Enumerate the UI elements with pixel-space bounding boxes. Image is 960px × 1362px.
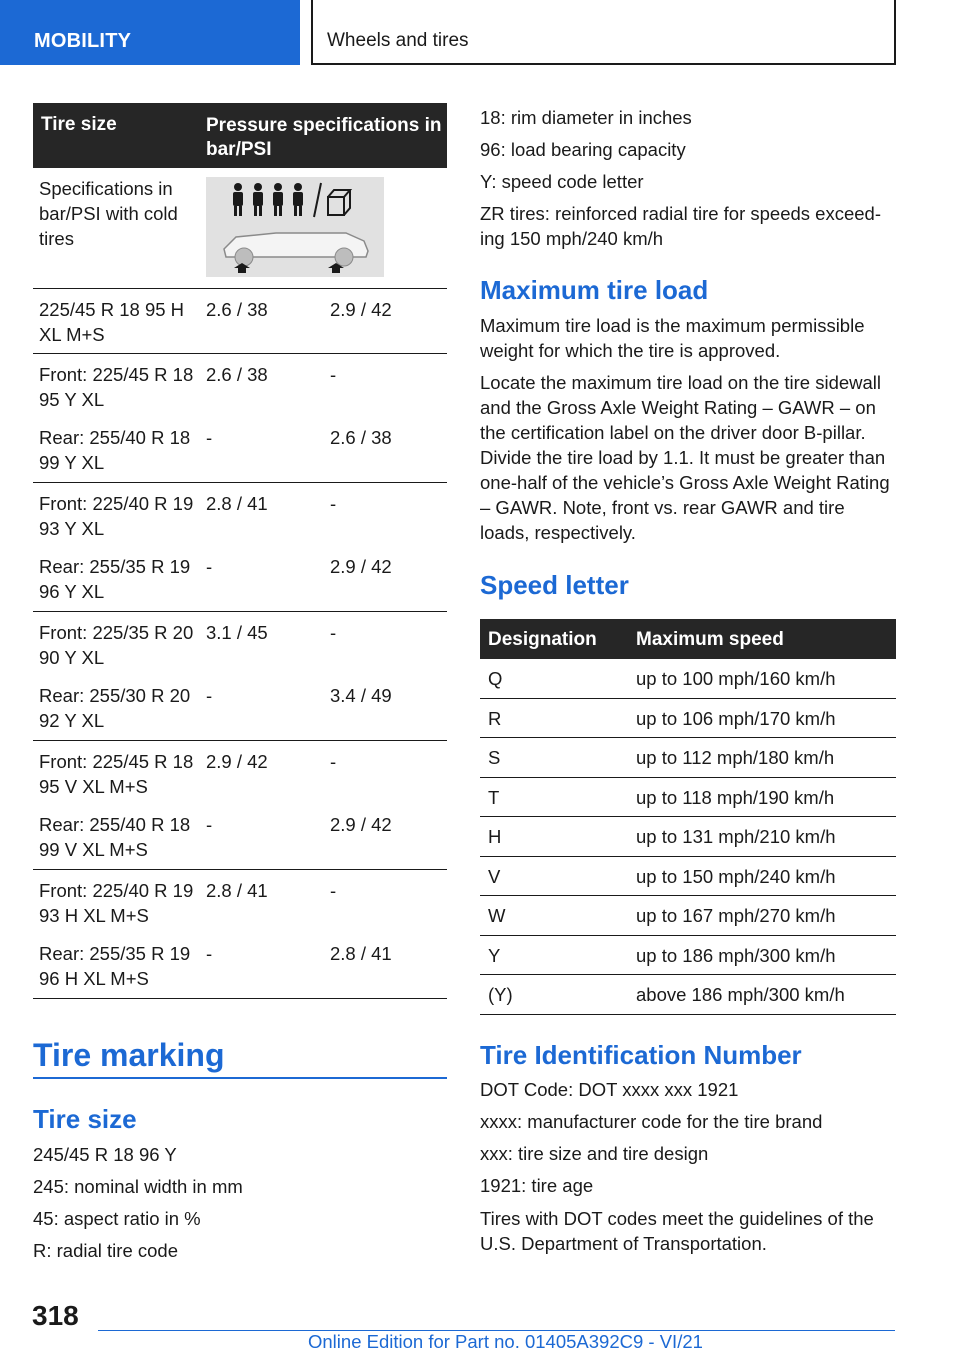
table-row: [33, 483, 447, 612]
table-row: [33, 612, 447, 741]
pressure-value: -: [330, 751, 337, 772]
tire-size: Rear: 255/40 R 18 99 V XL M+S: [39, 814, 191, 860]
edition-note: Online Edition for Part no. 01405A392C9 - VI/21: [308, 1331, 703, 1352]
designation: Q: [488, 668, 503, 689]
pressure-value: 3.4 / 49: [330, 685, 392, 706]
tire-size-heading: Tire size: [33, 1104, 137, 1134]
pressure-value: 2.9 / 42: [206, 751, 268, 772]
table-row: [480, 659, 896, 699]
max-load-para: Maximum tire load is the maximum permissible weight for which the tire is approved.: [480, 315, 865, 361]
speed-letter-heading: Speed letter: [480, 570, 629, 600]
pressure-value: 2.8 / 41: [206, 493, 268, 514]
section-label: MOBILITY: [34, 30, 132, 52]
designation: W: [488, 905, 506, 926]
section-tab: [0, 0, 300, 65]
tire-size: Front: 225/40 R 19 93 H XL M+S: [39, 880, 194, 926]
tin-line: xxxx: manufacturer code for the tire brand: [480, 1111, 823, 1132]
tire-size-line: 245/45 R 18 96 Y: [33, 1144, 177, 1165]
pressure-value: 2.8 / 41: [330, 943, 392, 964]
table-row: [480, 699, 896, 739]
table-row: [33, 741, 447, 870]
pressure-value: 2.6 / 38: [206, 299, 268, 320]
table-row: [480, 896, 896, 936]
pressure-value: 2.6 / 38: [206, 364, 268, 385]
spec-note: Specifications in bar/PSI with cold tires: [39, 178, 178, 249]
table-row: [480, 936, 896, 976]
designation: Y: [488, 944, 501, 966]
designation: V: [488, 865, 501, 887]
max-speed: up to 131 mph/210 km/h: [636, 826, 836, 847]
table-row: [33, 289, 447, 354]
pressure-value: -: [330, 622, 337, 643]
designation: H: [488, 826, 502, 847]
max-speed: up to 186 mph/300 km/h: [636, 944, 836, 966]
page-number: 318: [32, 1300, 79, 1331]
size-detail-line: ZR tires: reinforced radial tire for speeds exceed-ing 150 mph/240 km/h: [480, 203, 882, 249]
tin-line: xxx: tire size and tire design: [480, 1143, 709, 1164]
table-row: [480, 738, 896, 778]
pressure-value: -: [330, 880, 337, 901]
col-tire-size: Tire size: [41, 114, 117, 135]
table-row: [33, 870, 447, 999]
designation: R: [488, 707, 502, 729]
tire-size-line: 245: nominal width in mm: [33, 1176, 243, 1197]
pressure-value: -: [206, 943, 213, 964]
pressure-value: -: [330, 493, 337, 514]
max-load-para: Locate the maximum tire load on the tire sidewall and the Gross Axle Weight Rating – GAWR – on the certification label on the driver door B-pillar. Divide the tire load by 1.1. It must be greater than one-half of the vehicle’s Gross Axle Weight Rating – GAWR. Note, front vs. rear GAWR and tire loads, respectively.: [480, 372, 890, 543]
spec-row: [33, 168, 447, 289]
pressure-value: -: [206, 685, 213, 706]
tin-heading: Tire Identification Number: [480, 1040, 802, 1070]
tin-para: Tires with DOT codes meet the guidelines of the U.S. Department of Transportation.: [480, 1208, 874, 1254]
pressure-value: 2.9 / 42: [330, 814, 392, 835]
pressure-value: -: [206, 427, 213, 448]
heading-rule: [33, 1077, 447, 1079]
tire-size: Rear: 255/30 R 20 92 Y XL: [39, 685, 191, 731]
pressure-value: 2.9 / 42: [330, 299, 392, 320]
table-row: [480, 975, 896, 1015]
col-max-speed: Maximum speed: [636, 629, 784, 650]
pressure-value: 2.6 / 38: [330, 427, 392, 448]
pressure-value: 2.8 / 41: [206, 880, 268, 901]
tire-size: Front: 225/45 R 18 95 V XL M+S: [39, 751, 194, 797]
designation: T: [488, 786, 500, 808]
pressure-table: [33, 103, 447, 999]
table-row: [480, 857, 896, 897]
pressure-value: -: [206, 556, 213, 577]
max-speed: up to 106 mph/170 km/h: [636, 707, 836, 729]
size-detail-line: Y: speed code letter: [480, 171, 644, 192]
tire-size: Front: 225/35 R 20 90 Y XL: [39, 622, 194, 668]
max-load-heading: Maximum tire load: [480, 275, 709, 305]
tire-size: Rear: 255/40 R 18 99 Y XL: [39, 427, 191, 473]
table-row: [480, 778, 896, 818]
max-speed: up to 118 mph/190 km/h: [636, 786, 835, 808]
tire-size-line: R: radial tire code: [33, 1240, 178, 1261]
tire-size: Rear: 255/35 R 19 96 H XL M+S: [39, 943, 191, 989]
pressure-value: 2.9 / 42: [330, 556, 392, 577]
vehicle-load-icon: [206, 177, 384, 277]
max-speed: up to 112 mph/180 km/h: [636, 747, 835, 768]
pressure-value: -: [206, 814, 213, 835]
tire-size: Front: 225/45 R 18 95 Y XL: [39, 364, 194, 410]
tire-size: 225/45 R 18 95 H XL M+S: [39, 299, 185, 345]
tin-line: 1921: tire age: [480, 1175, 594, 1196]
designation: (Y): [488, 984, 513, 1005]
tire-size: Rear: 255/35 R 19 96 Y XL: [39, 556, 191, 602]
max-speed: up to 167 mph/270 km/h: [636, 905, 836, 926]
max-speed: up to 100 mph/160 km/h: [636, 668, 836, 689]
pressure-table-header: [33, 103, 447, 168]
max-speed: above 186 mph/300 km/h: [636, 984, 845, 1005]
table-row: [33, 354, 447, 483]
tire-marking-heading: Tire marking: [33, 1037, 225, 1073]
pressure-value: -: [330, 364, 337, 385]
tire-size: Front: 225/40 R 19 93 Y XL: [39, 493, 194, 539]
max-speed: up to 150 mph/240 km/h: [636, 865, 836, 887]
speed-table-header: [480, 619, 896, 659]
tire-size-line: 45: aspect ratio in %: [33, 1208, 201, 1229]
tin-line: DOT Code: DOT xxxx xxx 1921: [480, 1079, 739, 1100]
load-condition-image: [206, 177, 384, 277]
speed-table: [480, 619, 896, 1015]
col-pressure: Pressure specifications in bar/PSI: [206, 115, 442, 160]
col-designation: Designation: [488, 629, 597, 650]
size-detail-line: 96: load bearing capacity: [480, 139, 686, 160]
pressure-value: 3.1 / 45: [206, 622, 268, 643]
chapter-label: Wheels and tires: [327, 30, 469, 51]
size-detail-line: 18: rim diameter in inches: [480, 107, 692, 128]
table-row: [480, 817, 896, 857]
designation: S: [488, 747, 501, 768]
chapter-tab: [311, 0, 896, 65]
